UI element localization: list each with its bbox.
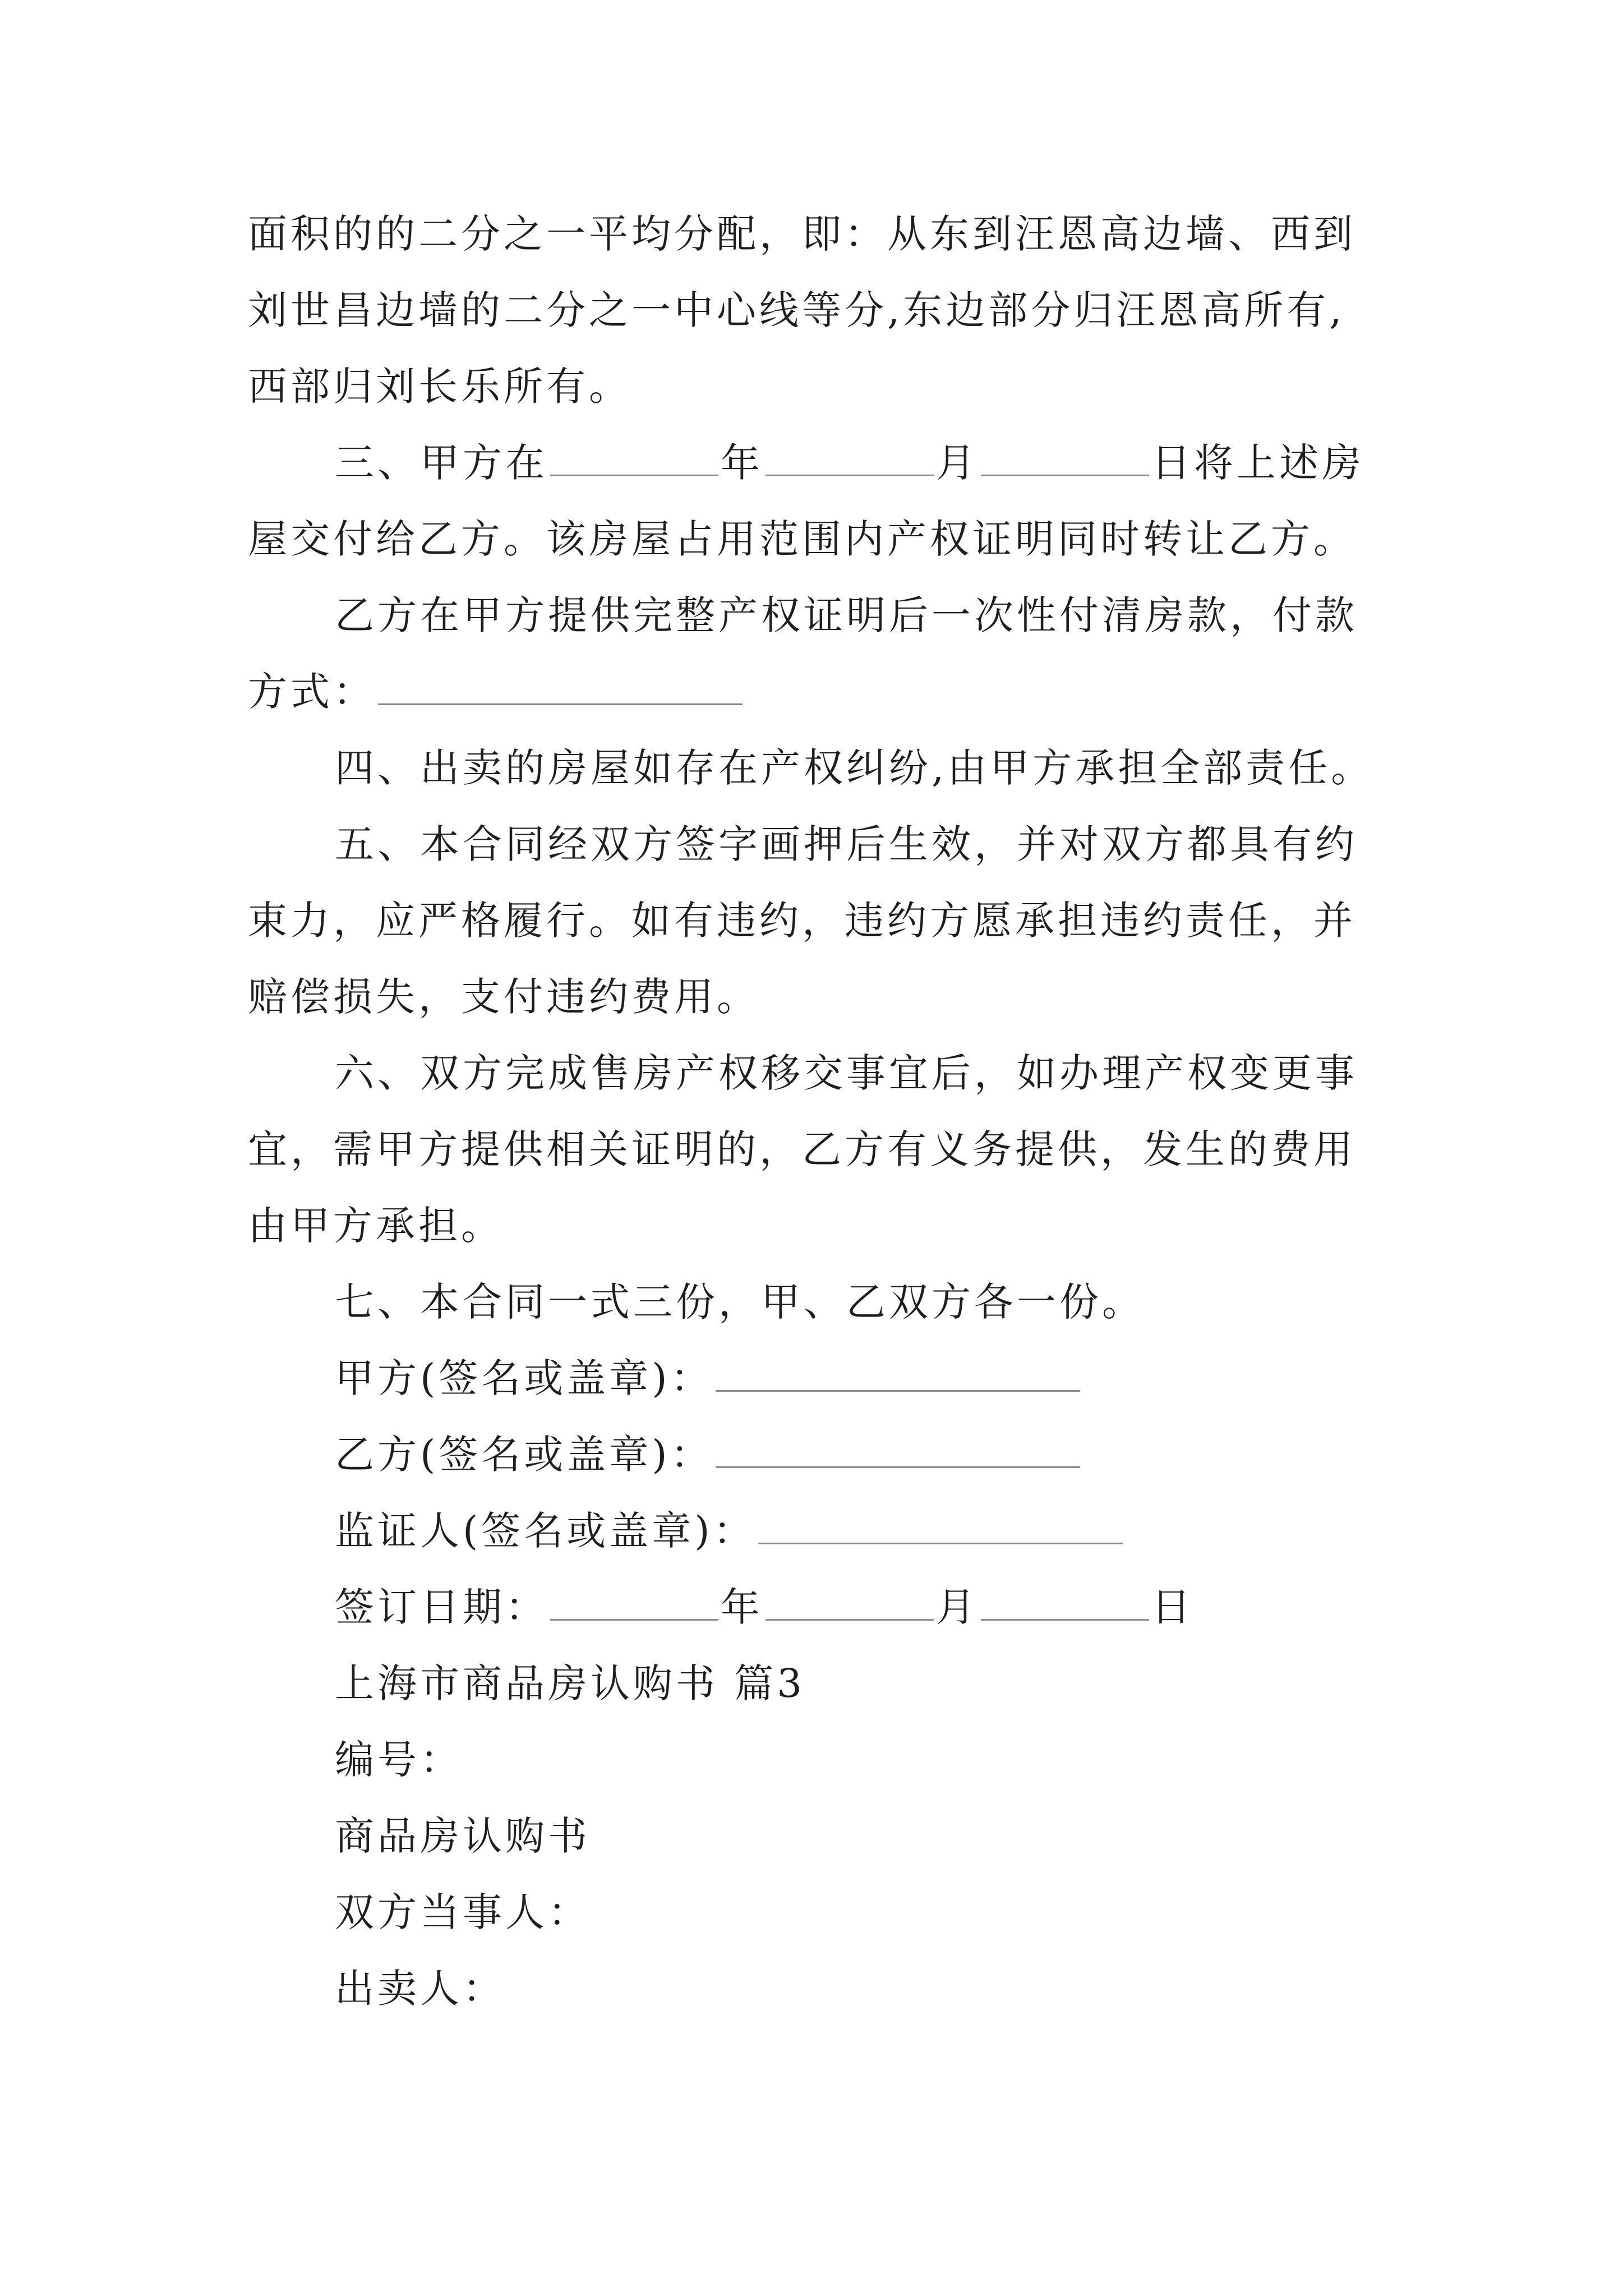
witness-blank (758, 1509, 1123, 1544)
clause-3-suffix: 日将上述房 (1151, 440, 1364, 486)
date-month-label: 月 (936, 1584, 979, 1630)
seller-label: 出卖人： (335, 1966, 505, 2012)
year-blank (550, 441, 718, 476)
payment-method-blank (378, 670, 743, 705)
payment-line-1: 乙方在甲方提供完整产权证明后一次性付清房款，付款 (335, 592, 1358, 638)
date-month-blank (766, 1585, 934, 1621)
clause-6-line: 六、双方完成售房产权移交事宜后，如办理产权变更事 (335, 1050, 1358, 1096)
signing-date-line (335, 1582, 1194, 1632)
payment-method-label: 方式： (248, 669, 376, 715)
date-day-label: 日 (1151, 1584, 1194, 1630)
clause-7: 七、本合同一式三份，甲、乙双方各一份。 (335, 1279, 1145, 1325)
clause-5-line: 赔偿损失，支付违约费用。 (248, 974, 759, 1020)
date-year-label: 年 (721, 1584, 763, 1630)
month-label: 月 (936, 440, 979, 486)
clause-6-line: 宜，需甲方提供相关证明的，乙方有义务提供，发生的费用 (248, 1126, 1356, 1172)
clause-3-line-1 (335, 438, 1364, 488)
clause-3-line-2: 屋交付给乙方。该房屋占用范围内产权证明同时转让乙方。 (248, 516, 1356, 562)
clause-3-prefix: 三、甲方在 (335, 440, 548, 486)
date-year-blank (550, 1585, 718, 1621)
month-blank (766, 441, 934, 476)
witness-label: 监证人(签名或盖章)： (335, 1508, 756, 1554)
paragraph-line: 面积的的二分之一平均分配，即：从东到汪恩高边墙、西到 (248, 211, 1356, 257)
party-b-label: 乙方(签名或盖章)： (335, 1432, 713, 1478)
parties-label: 双方当事人： (335, 1889, 591, 1935)
party-a-signature-line (335, 1353, 1082, 1404)
day-blank (981, 441, 1149, 476)
paragraph-line: 西部归刘长乐所有。 (248, 364, 631, 409)
clause-5-line: 五、本合同经双方签字画押后生效，并对双方都具有约 (335, 821, 1358, 867)
document-title: 商品房认购书 (335, 1813, 591, 1859)
signing-date-label: 签订日期： (335, 1584, 548, 1630)
party-a-label: 甲方(签名或盖章)： (335, 1355, 713, 1401)
clause-6-line: 由甲方承担。 (248, 1203, 504, 1249)
section-title: 上海市商品房认购书 篇3 (335, 1660, 805, 1706)
date-day-blank (981, 1585, 1149, 1621)
party-b-signature-line (335, 1429, 1082, 1480)
paragraph-line: 刘世昌边墙的二分之一中心线等分,东边部分归汪恩高所有, (248, 287, 1345, 333)
clause-5-line: 束力，应严格履行。如有违约，违约方愿承担违约责任，并 (248, 898, 1356, 944)
witness-signature-line (335, 1506, 1125, 1556)
year-label: 年 (721, 440, 763, 486)
clause-4: 四、出卖的房屋如存在产权纠纷,由甲方承担全部责任。 (335, 745, 1374, 791)
payment-method-line (248, 666, 745, 717)
party-a-blank (716, 1356, 1080, 1392)
party-b-blank (716, 1433, 1080, 1468)
number-label: 编号： (335, 1737, 463, 1783)
